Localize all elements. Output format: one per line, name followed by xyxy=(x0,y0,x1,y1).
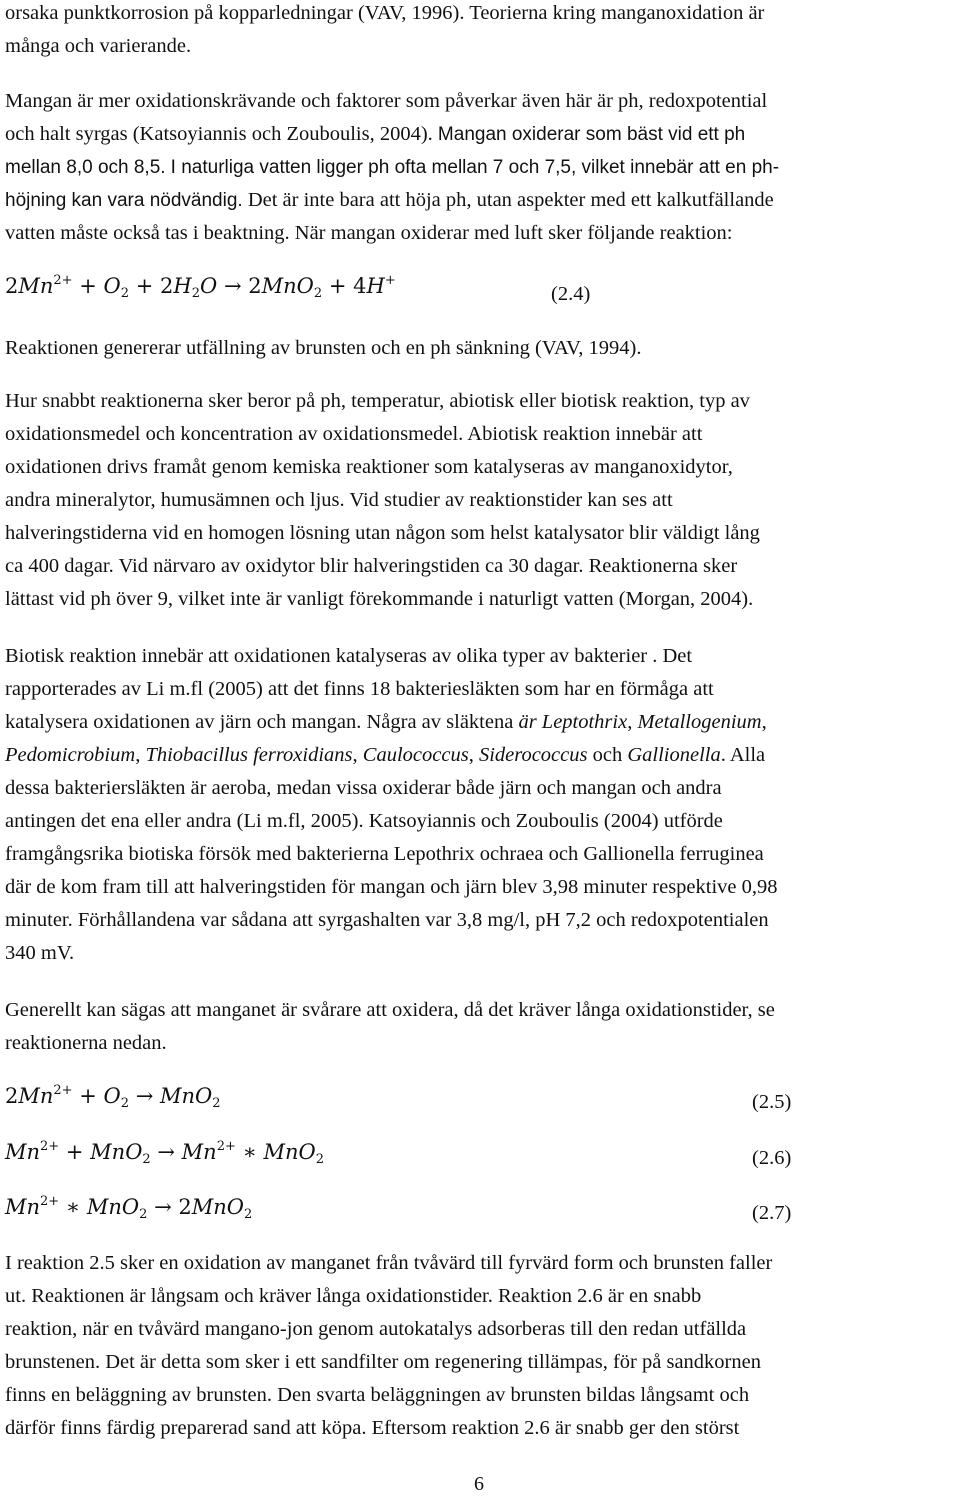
text-line: Pedomicrobium, Thiobacillus ferroxidians, Caulococcus, Siderococcus och Gallionella. Alla xyxy=(5,744,766,766)
equation-number: (2.5) xyxy=(752,1091,792,1113)
text-line: vatten måste också tas i beaktning. När mangan oxiderar med luft sker följande reaktion: xyxy=(5,222,733,244)
equation-2-5: $2Mn^{2+} + O_2 \to MnO_2$ xyxy=(5,1083,221,1111)
equation-number: (2.4) xyxy=(551,283,591,305)
text-line: oxidationsmedel och koncentration av oxidationsmedel. Abiotisk reaktion innebär att xyxy=(5,423,703,445)
equation-number: (2.6) xyxy=(752,1147,792,1169)
paragraph-3 xyxy=(5,332,957,365)
text-line: Hur snabbt reaktionerna sker beror på ph, temperatur, abiotisk eller biotisk reaktion, typ av xyxy=(5,390,750,412)
equation-2-6: $Mn^{2+} + MnO_2 \to Mn^{2+}$ ∗ MnO$_2$ xyxy=(5,1139,325,1167)
text-line: ut. Reaktionen är långsam och kräver långa oxidationstider. Reaktion 2.6 är en snabb xyxy=(5,1285,702,1307)
text-line: många och varierande. xyxy=(5,35,192,57)
equation-2-7: $Mn^{2+}$ ∗ MnO$_2$ → 2MnO$_2$ xyxy=(5,1194,253,1222)
text-line: framgångsrika biotiska försök med bakterierna Lepothrix ochraea och Gallionella ferruginea xyxy=(5,843,764,865)
text-line: ca 400 dagar. Vid närvaro av oxidytor blir halveringstiden ca 30 dagar. Reaktionerna sker xyxy=(5,555,738,577)
text-line: Biotisk reaktion innebär att oxidationen katalyseras av olika typer av bakterier . Det xyxy=(5,645,693,667)
text-line: och halt syrgas (Katsoyiannis och Zouboulis, 2004). Mangan oxiderar som bäst vid ett ph xyxy=(5,123,746,145)
text-line: höjning kan vara nödvändig. Det är inte bara att höja ph, utan aspekter med ett kalkutfällande xyxy=(5,189,774,211)
text-line: Reaktionen genererar utfällning av brunsten och en ph sänkning (VAV, 1994). xyxy=(5,337,642,359)
paragraph-6 xyxy=(5,994,957,1060)
text-line: antingen det ena eller andra (Li m.fl, 2005). Katsoyiannis och Zouboulis (2004) utförde xyxy=(5,810,723,832)
text-line: I reaktion 2.5 sker en oxidation av manganet från tvåvärd till fyrvärd form och brunsten faller xyxy=(5,1252,773,1274)
paragraph-1 xyxy=(5,0,957,63)
paragraph-4 xyxy=(5,385,957,616)
text-line: där de kom fram till att halveringstiden för mangan och järn blev 3,98 minuter respektive 0,98 xyxy=(5,876,778,898)
text-line: minuter. Förhållandena var sådana att syrgashalten var 3,8 mg/l, pH 7,2 och redoxpotentialen xyxy=(5,909,769,931)
paragraph-2 xyxy=(5,85,957,250)
text-line: reaktion, när en tvåvärd mangano-jon genom autokatalys adsorberas till den redan utfällda xyxy=(5,1318,747,1340)
text-line: orsaka punktkorrosion på kopparledningar (VAV, 1996). Teorierna kring manganoxidation är xyxy=(5,2,765,24)
text-line: Generellt kan sägas att manganet är svårare att oxidera, då det kräver långa oxidationstider, se xyxy=(5,999,775,1021)
text-line: mellan 8,0 och 8,5. I naturliga vatten ligger ph ofta mellan 7 och 7,5, vilket innebär att en ph- xyxy=(5,157,780,178)
equation-number: (2.7) xyxy=(752,1202,792,1224)
text-line: 340 mV. xyxy=(5,942,75,964)
text-line: oxidationen drivs framåt genom kemiska reaktioner som katalyseras av manganoxidytor, xyxy=(5,456,733,478)
text-line: halveringstiderna vid en homogen lösning utan någon som helst katalysator blir väldigt lång xyxy=(5,522,760,544)
text-line: finns en beläggning av brunsten. Den svarta beläggningen av brunsten bildas långsamt och xyxy=(5,1384,750,1406)
text-line: katalysera oxidationen av järn och mangan. Några av släktena är Leptothrix, Metallogenium, xyxy=(5,711,767,733)
page-number: 6 xyxy=(474,1473,484,1495)
text-line: därför finns färdig preparerad sand att köpa. Eftersom reaktion 2.6 är snabb ger den störst xyxy=(5,1417,740,1439)
text-line: brunstenen. Det är detta som sker i ett sandfilter om regenering tillämpas, för på sandkornen xyxy=(5,1351,761,1373)
text-line: reaktionerna nedan. xyxy=(5,1032,167,1054)
text-line: dessa bakteriersläkten är aeroba, medan vissa oxiderar både järn och mangan och andra xyxy=(5,777,722,799)
text-line: Mangan är mer oxidationskrävande och faktorer som påverkar även här är ph, redoxpotential xyxy=(5,90,768,112)
text-line: lättast vid ph över 9, vilket inte är vanligt förekommande i naturligt vatten (Morgan, 2004). xyxy=(5,588,754,610)
text-line: andra mineralytor, humusämnen och ljus. Vid studier av reaktionstider kan ses att xyxy=(5,489,673,511)
paragraph-5 xyxy=(5,640,957,970)
equation-2-4: $2Mn^{2+} + O_2 + 2H_2O \to 2MnO_2 + 4H^+$ xyxy=(5,273,396,301)
paragraph-7 xyxy=(5,1247,957,1445)
text-line: rapporterades av Li m.fl (2005) att det finns 18 bakteriesläkten som har en förmåga att xyxy=(5,678,714,700)
